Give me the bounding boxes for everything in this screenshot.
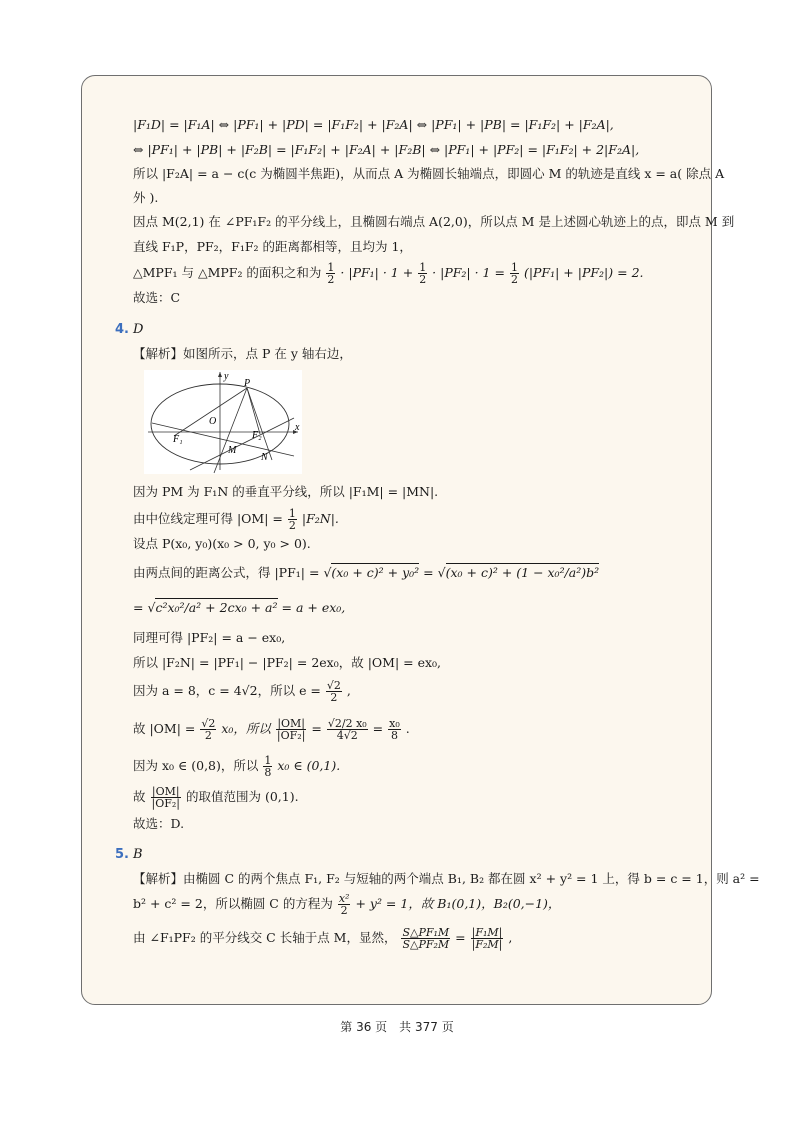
label-f1: F₁ xyxy=(173,434,183,445)
sqrt-distance-2: (x₀ + c)² + (1 − x₀²/a²)b² xyxy=(445,565,600,580)
q4-line-2: 由中位线定理可得 |OM| = $\frac{1}{2}$ |F₂N|. xyxy=(133,507,339,532)
label-o: O xyxy=(209,416,217,427)
sol3-line-2: ⇔ |PF₁| + |PB| + |F₂B| = |F₁F₂| + |F₂A| + |F₂B| ⇔ |PF₁| + |PF₂| = |F₁F₂| + 2|F₂A|, xyxy=(133,142,640,157)
half-fraction-3: $\frac{1}{2}$ xyxy=(510,261,518,286)
q4-line-4: 由两点间的距离公式，得 |PF₁| = √(x₀ + c)² + y₀² = √(x₀ + c)² + (1 − x₀²/a²)b² xyxy=(133,565,600,580)
x0-over-8-fraction: $\frac{\text{x₀}}{8}$ xyxy=(389,717,400,742)
half-fraction-2: $\frac{1}{2}$ xyxy=(419,261,427,286)
range-fraction: $\frac{|OM|}{\text{|OF₂|}}$ xyxy=(151,785,180,810)
sol3-conclusion: 故选：C xyxy=(133,290,181,305)
q4-line-6: 同理可得 |PF₂| = a − ex₀, xyxy=(133,630,286,645)
label-n: N xyxy=(261,452,268,463)
line-pf1 xyxy=(174,388,247,436)
line-pm xyxy=(214,388,247,473)
q5-answer: B xyxy=(133,847,143,862)
q4-line-7: 所以 |F₂N| = |PF₁| − |PF₂| = 2ex₀，故 |OM| = ex₀, xyxy=(133,655,442,670)
ellipse-diagram xyxy=(144,370,302,474)
q4-line-9: 故 |OM| = $\frac{√2}{2}$ x₀，所以 $\frac{|OM|}{\text{|OF₂|}}$ = $\frac{\text{√2/2 x₀}}{4√2}$ = $\frac{\text{x₀}}{8}$ . xyxy=(133,717,410,742)
half-fraction-1: $\frac{1}{2}$ xyxy=(327,261,335,286)
sol3-line-3: 所以 |F₂A| = a − c(c 为椭圆半焦距)，从而点 A 为椭圆长轴端点，即圆心 M 的轨迹是直线 x = a( 除点 A xyxy=(133,166,725,181)
q5-line-1: 【解析】由椭圆 C 的两个焦点 F₁, F₂ 与短轴的两个端点 B₁, B₂ 都在圆 x² + y² = 1 上，得 b = c = 1，则 a² = xyxy=(133,871,760,886)
q4-line-8: 因为 a = 8，c = 4√2，所以 e = $\frac{√2}{2}$ , xyxy=(133,679,351,704)
line-pf2 xyxy=(247,388,260,434)
q4-analysis-intro: 【解析】如图所示，点 P 在 y 轴右边， xyxy=(133,346,352,361)
sol3-line-4: 外 ). xyxy=(133,190,159,205)
e-fraction: $\frac{√2}{2}$ xyxy=(326,679,341,704)
length-ratio-fraction: $\frac{\text{|F₁M|}}{\text{|F₂M|}}$ xyxy=(471,926,503,951)
label-y: y xyxy=(224,371,229,382)
q4-line-11: 故 $\frac{|OM|}{\text{|OF₂|}}$ 的取值范围为 (0,1). xyxy=(133,785,299,810)
area-ratio-fraction: $\frac{\text{S△PF₁M}}{\text{S△PF₂M}}$ xyxy=(402,926,450,951)
sqrt-distance-1: (x₀ + c)² + y₀² xyxy=(331,565,420,580)
sol3-line-7: △MPF₁ 与 △MPF₂ 的面积之和为 $\frac{1}{2}$ · |PF₁| · 1 + $\frac{1}{2}$ · |PF₂| · 1 = $\frac{1}{2}$ (|PF₁| + |PF₂|) = 2. xyxy=(133,261,644,286)
label-m: M xyxy=(228,445,237,456)
sqrt-distance-3: c²x₀²/a² + 2cx₀ + a² xyxy=(155,600,278,615)
one-eighth-fraction: $\frac{1}{8}$ xyxy=(264,754,272,779)
sol3-line-6: 直线 F₁P，PF₂，F₁F₂ 的距离都相等，且均为 1， xyxy=(133,239,412,254)
area-sum-text: △MPF₁ 与 △MPF₂ 的面积之和为 xyxy=(133,265,322,280)
q4-line-10: 因为 x₀ ∈ (0,8)，所以 $\frac{1}{8}$ x₀ ∈ (0,1). xyxy=(133,754,341,779)
q5-line-2: b² + c² = 2，所以椭圆 C 的方程为 $\frac{\text{x²}}{2}$ + y² = 1，故 B₁(0,1)，B₂(0,−1)， xyxy=(133,892,561,917)
label-p: P xyxy=(244,378,251,389)
ellipse-figure xyxy=(144,370,302,474)
q5-number: 5. xyxy=(115,847,129,862)
sqrt2-over-2: $\frac{√2}{2}$ xyxy=(201,717,216,742)
q4-line-1: 因为 PM 为 F₁N 的垂直平分线，所以 |F₁M| = |MN|. xyxy=(133,484,439,499)
y-axis-arrow-icon xyxy=(218,372,222,377)
label-f2: F₂ xyxy=(252,430,262,441)
q4-number: 4. xyxy=(115,322,129,337)
q4-line-5: = √c²x₀²/a² + 2cx₀ + a² = a + ex₀, xyxy=(133,600,346,615)
sol3-line-5: 因点 M(2,1) 在 ∠PF₁F₂ 的平分线上，且椭圆右端点 A(2,0)，所以点 M 是上述圆心轨迹上的点，即点 M 到 xyxy=(133,214,735,229)
om-over-of2-fraction: $\frac{|OM|}{\text{|OF₂|}}$ xyxy=(276,717,306,742)
ratio-fraction: $\frac{\text{√2/2 x₀}}{4√2}$ xyxy=(327,717,367,742)
sol3-line-1: |F₁D| = |F₁A| ⇔ |PF₁| + |PD| = |F₁F₂| + |F₂A| ⇔ |PF₁| + |PB| = |F₁F₂| + |F₂A|, xyxy=(133,117,614,132)
line-pn xyxy=(247,388,272,460)
q4-conclusion: 故选：D. xyxy=(133,816,185,831)
q5-line-3: 由 ∠F₁PF₂ 的平分线交 C 长轴于点 M，显然， $\frac{\text{S△PF₁M}}{\text{S△PF₂M}}$ = $\frac{\text{|F₁M|}}{\text{|F₂M|}}$ , xyxy=(133,926,513,951)
ellipse-eq-fraction: $\frac{\text{x²}}{2}$ xyxy=(338,892,350,917)
label-x: x xyxy=(295,422,300,433)
page-footer: 第 36 页 共 377 页 xyxy=(340,1020,454,1034)
q4-line-3: 设点 P(x₀, y₀)(x₀ > 0, y₀ > 0). xyxy=(133,536,311,551)
half-fraction-4: $\frac{1}{2}$ xyxy=(288,507,296,532)
q4-answer: D xyxy=(133,322,144,337)
